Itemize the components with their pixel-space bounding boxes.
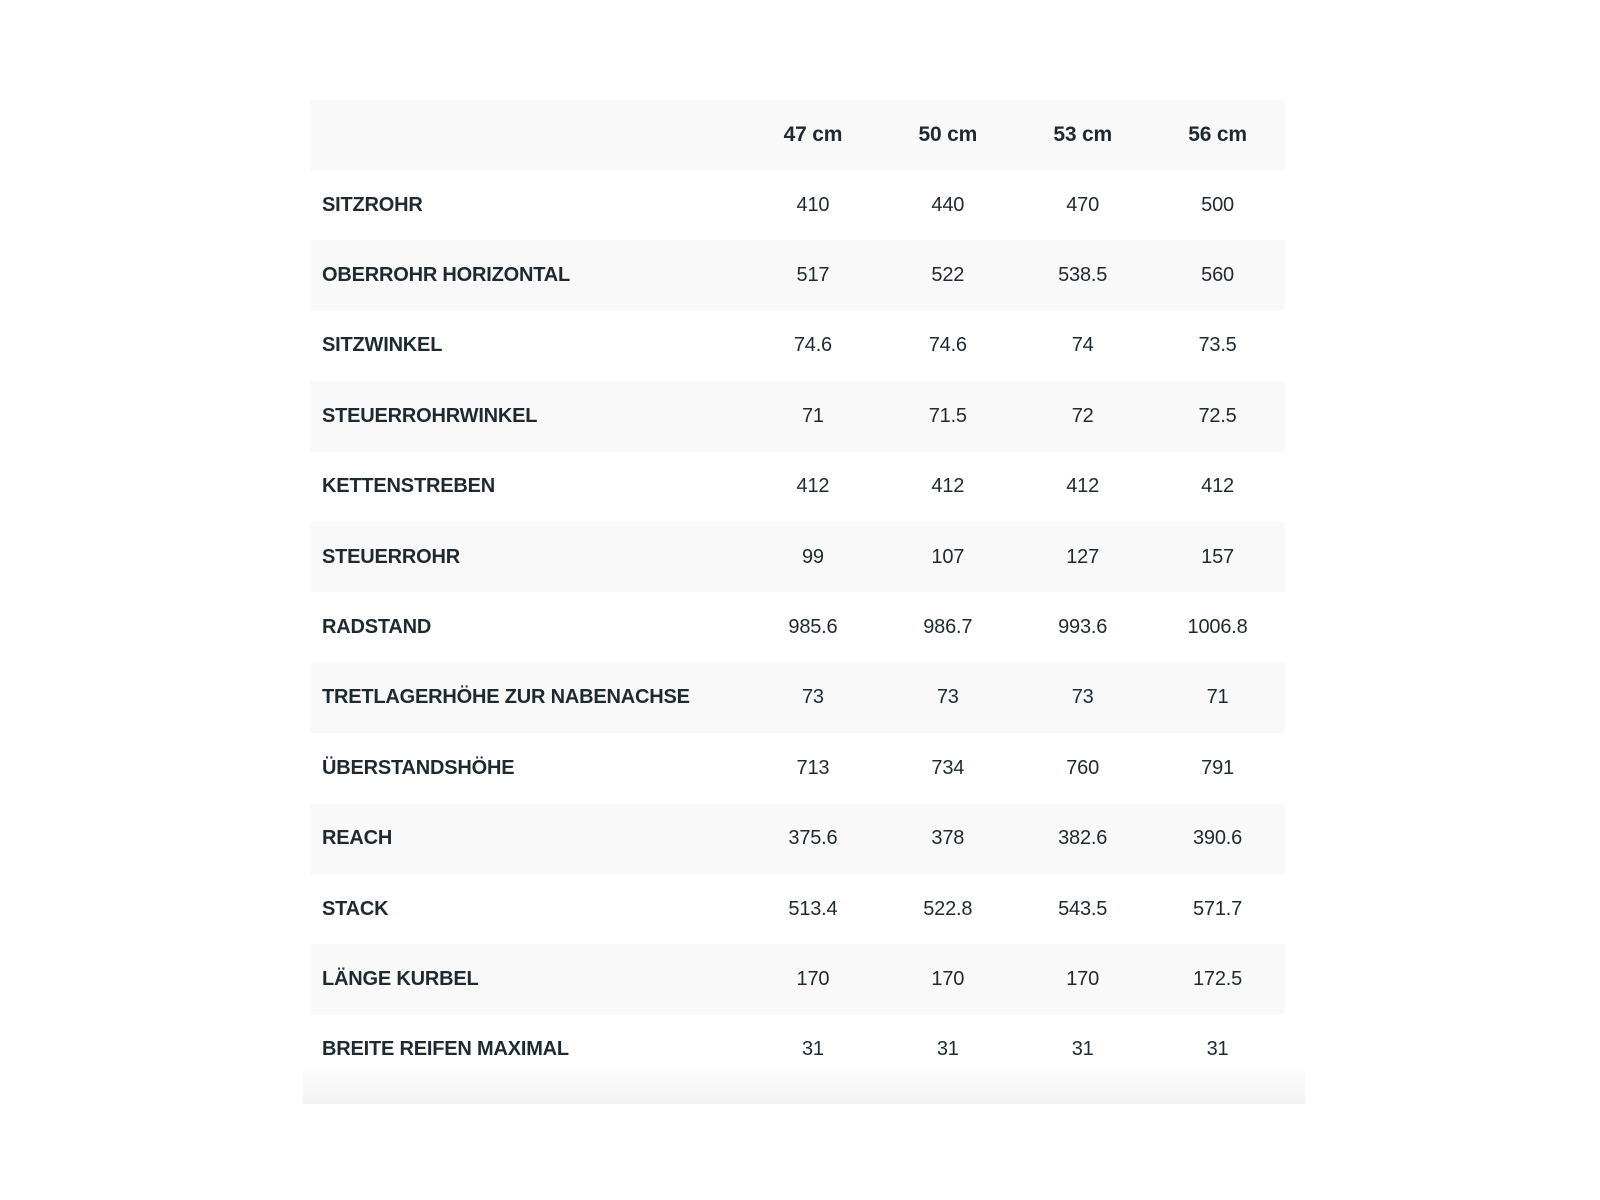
row-label: STACK <box>322 897 389 920</box>
cell-value: 760 <box>1066 756 1100 779</box>
cell-value: 72 <box>1071 404 1094 427</box>
row-label: SITZWINKEL <box>322 334 443 357</box>
cell-value: 470 <box>1066 193 1100 216</box>
cell-value: 412 <box>1201 475 1234 498</box>
cell-value: 993.6 <box>1058 616 1108 639</box>
cell-value: 170 <box>796 967 830 990</box>
table-row <box>310 311 1285 381</box>
cell-value: 985.6 <box>788 616 838 639</box>
geometry-table-container <box>310 100 1285 1085</box>
row-label: OBERROHR HORIZONTAL <box>322 264 571 287</box>
cell-value: 734 <box>931 756 965 779</box>
cell-value: 390.6 <box>1193 827 1243 850</box>
cell-value: 31 <box>936 1038 959 1061</box>
header-size-56: 56 cm <box>1188 123 1247 146</box>
cell-value: 382.6 <box>1058 827 1108 850</box>
cell-value: 412 <box>931 475 965 498</box>
cell-value: 74.6 <box>928 334 967 357</box>
row-label: BREITE REIFEN MAXIMAL <box>322 1038 569 1061</box>
cell-value: 73 <box>1071 686 1094 709</box>
cell-value: 543.5 <box>1058 897 1108 920</box>
cell-value: 713 <box>796 756 830 779</box>
cell-value: 378 <box>931 827 965 850</box>
geometry-table <box>310 100 1285 1085</box>
cell-value: 170 <box>931 967 965 990</box>
cell-value: 791 <box>1201 756 1234 779</box>
cell-value: 71.5 <box>928 404 967 427</box>
row-label: STEUERROHR <box>322 545 461 568</box>
table-row <box>310 663 1285 733</box>
table-row <box>310 381 1285 451</box>
cell-value: 172.5 <box>1193 967 1243 990</box>
cell-value: 522 <box>931 264 965 287</box>
cell-value: 170 <box>1066 967 1100 990</box>
cell-value: 986.7 <box>923 616 973 639</box>
cell-value: 500 <box>1201 193 1234 216</box>
cell-value: 31 <box>802 1038 824 1061</box>
table-row <box>310 733 1285 803</box>
table-row <box>310 522 1285 592</box>
cell-value: 107 <box>931 545 965 568</box>
cell-value: 560 <box>1201 264 1234 287</box>
cell-value: 1006.8 <box>1187 616 1248 639</box>
table-row <box>310 240 1285 310</box>
cell-value: 410 <box>796 193 830 216</box>
cell-value: 522.8 <box>923 897 973 920</box>
table-row <box>310 804 1285 874</box>
row-label: SITZROHR <box>322 193 423 216</box>
cell-value: 127 <box>1066 545 1100 568</box>
row-label: TRETLAGERHÖHE ZUR NABENACHSE <box>322 686 690 709</box>
cell-value: 571.7 <box>1193 897 1243 920</box>
cell-value: 412 <box>1066 475 1100 498</box>
table-row <box>310 874 1285 944</box>
cell-value: 72.5 <box>1198 404 1237 427</box>
cell-value: 73.5 <box>1198 334 1237 357</box>
cell-value: 99 <box>802 545 824 568</box>
table-row <box>310 592 1285 662</box>
row-label: LÄNGE KURBEL <box>322 967 479 990</box>
header-size-50: 50 cm <box>918 123 978 146</box>
header-size-47: 47 cm <box>783 123 843 146</box>
row-label: STEUERROHRWINKEL <box>322 404 538 427</box>
cell-value: 31 <box>1206 1038 1229 1061</box>
table-row <box>310 452 1285 522</box>
cell-value: 71 <box>1206 686 1229 709</box>
header-size-53: 53 cm <box>1053 123 1112 146</box>
table-header-row <box>310 100 1285 170</box>
row-label: ÜBERSTANDSHÖHE <box>322 756 515 779</box>
cell-value: 440 <box>931 193 965 216</box>
cell-value: 412 <box>796 475 830 498</box>
cell-value: 73 <box>802 686 824 709</box>
cell-value: 538.5 <box>1058 264 1108 287</box>
row-label: REACH <box>322 827 393 850</box>
table-bottom-shadow <box>303 1062 1305 1104</box>
cell-value: 375.6 <box>788 827 838 850</box>
cell-value: 513.4 <box>788 897 838 920</box>
table-row <box>310 944 1285 1014</box>
header-label-cell <box>310 100 746 170</box>
table-row <box>310 170 1285 240</box>
cell-value: 517 <box>796 264 830 287</box>
cell-value: 73 <box>936 686 959 709</box>
cell-value: 157 <box>1201 545 1234 568</box>
cell-value: 74.6 <box>793 334 832 357</box>
row-label: RADSTAND <box>322 616 432 639</box>
row-label: KETTENSTREBEN <box>322 475 495 498</box>
cell-value: 31 <box>1071 1038 1094 1061</box>
cell-value: 71 <box>802 404 824 427</box>
cell-value: 74 <box>1071 334 1094 357</box>
